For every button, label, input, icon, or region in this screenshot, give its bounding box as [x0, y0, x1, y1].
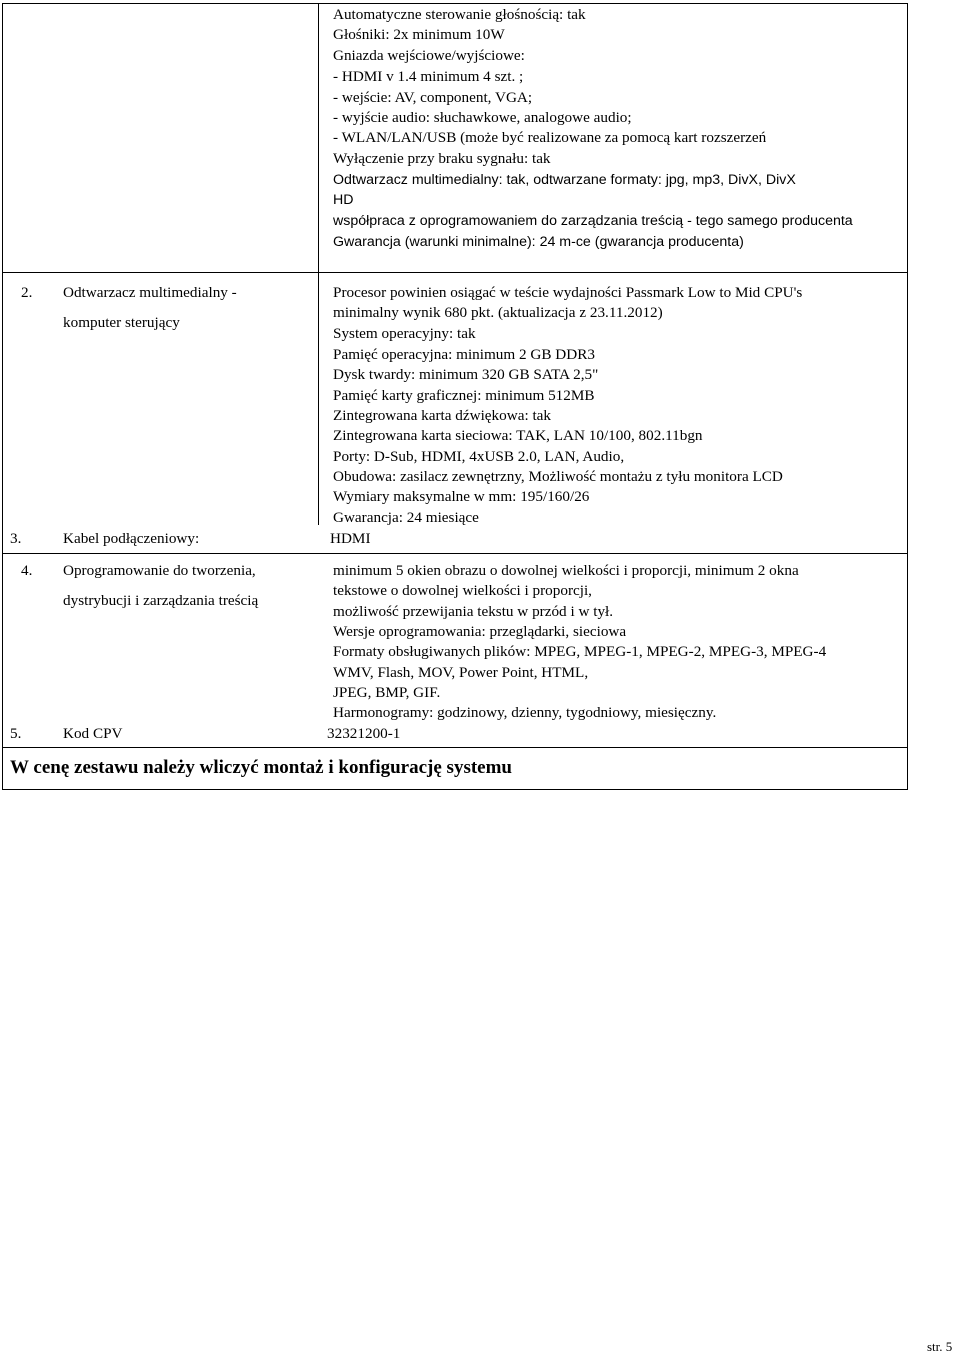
item-name: komputer sterujący [63, 314, 180, 331]
spec-line: Wyłączenie przy braku sygnału: tak [333, 150, 551, 167]
table-border-top [2, 3, 908, 4]
spec-line: Pamięć karty graficznej: minimum 512MB [333, 387, 595, 404]
spec-line: System operacyjny: tak [333, 325, 476, 342]
row-divider-3-4 [2, 553, 908, 554]
item-value: HDMI [330, 530, 371, 547]
spec-line: Automatyczne sterowanie głośnością: tak [333, 6, 586, 23]
item-value: 32321200-1 [327, 725, 401, 742]
spec-line: Gwarancja: 24 miesiące [333, 509, 479, 526]
spec-line: - wyjście audio: słuchawkowe, analogowe audio; [333, 109, 632, 126]
spec-line: minimalny wynik 680 pkt. (aktualizacja z 23.11.2012) [333, 304, 663, 321]
spec-line: Porty: D-Sub, HDMI, 4xUSB 2.0, LAN, Audio, [333, 448, 625, 465]
table-border-bottom [2, 789, 908, 790]
row-divider-5-footer [2, 747, 908, 748]
page-number: str. 5 [927, 1339, 953, 1354]
item-name: Kabel podłączeniowy: [63, 530, 200, 547]
spec-line: możliwość przewijania tekstu w przód i w tył. [333, 603, 614, 620]
spec-line: Formaty obsługiwanych plików: MPEG, MPEG-1, MPEG-2, MPEG-3, MPEG-4 [333, 643, 827, 660]
item-name: dystrybucji i zarządzania treścią [63, 592, 259, 609]
spec-line: Głośniki: 2x minimum 10W [333, 26, 505, 43]
spec-line: JPEG, BMP, GIF. [333, 684, 441, 701]
spec-line: Pamięć operacyjna: minimum 2 GB DDR3 [333, 346, 595, 363]
spec-line: współpraca z oprogramowaniem do zarządzania treścią - tego samego producenta [333, 213, 853, 229]
table-border-left [2, 3, 3, 789]
row-number: 3. [10, 530, 22, 547]
item-name: Oprogramowanie do tworzenia, [63, 562, 256, 579]
spec-line: WMV, Flash, MOV, Power Point, HTML, [333, 664, 589, 681]
spec-line: Wersje oprogramowania: przeglądarki, sieciowa [333, 623, 627, 640]
column-divider-row2 [318, 272, 319, 525]
spec-line: Zintegrowana karta sieciowa: TAK, LAN 10/100, 802.11bgn [333, 427, 703, 444]
spec-line: - wejście: AV, component, VGA; [333, 89, 533, 106]
spec-line: Odtwarzacz multimedialny: tak, odtwarzane formaty: jpg, mp3, DivX, DivX [333, 172, 796, 188]
row-number: 4. [21, 562, 33, 579]
spec-line: Harmonogramy: godzinowy, dzienny, tygodniowy, miesięczny. [333, 704, 717, 721]
spec-line: Wymiary maksymalne w mm: 195/160/26 [333, 488, 590, 505]
table-border-right [907, 3, 908, 789]
spec-line: Gwarancja (warunki minimalne): 24 m-ce (gwarancja producenta) [333, 234, 744, 250]
spec-line: Dysk twardy: minimum 320 GB SATA 2,5" [333, 366, 599, 383]
row-divider-1-2 [2, 272, 908, 273]
spec-line: Zintegrowana karta dźwiękowa: tak [333, 407, 552, 424]
spec-line: Procesor powinien osiągać w teście wydajności Passmark Low to Mid CPU's [333, 284, 803, 301]
spec-line: Obudowa: zasilacz zewnętrzny, Możliwość montażu z tyłu monitora LCD [333, 468, 783, 485]
spec-line: minimum 5 okien obrazu o dowolnej wielkości i proporcji, minimum 2 okna [333, 562, 799, 579]
spec-line: HD [333, 192, 354, 208]
spec-line: - WLAN/LAN/USB (może być realizowane za pomocą kart rozszerzeń [333, 129, 767, 146]
spec-line: Gniazda wejściowe/wyjściowe: [333, 47, 525, 64]
row-number: 5. [10, 725, 22, 742]
row-number: 2. [21, 284, 33, 301]
column-divider-row1 [318, 3, 319, 272]
spec-line: tekstowe o dowolnej wielkości i proporcji, [333, 582, 592, 599]
item-name: Kod CPV [63, 725, 123, 742]
spec-line: - HDMI v 1.4 minimum 4 szt. ; [333, 68, 524, 85]
item-name: Odtwarzacz multimedialny - [63, 284, 237, 301]
footer-note: W cenę zestawu należy wliczyć montaż i konfigurację systemu [10, 757, 512, 778]
